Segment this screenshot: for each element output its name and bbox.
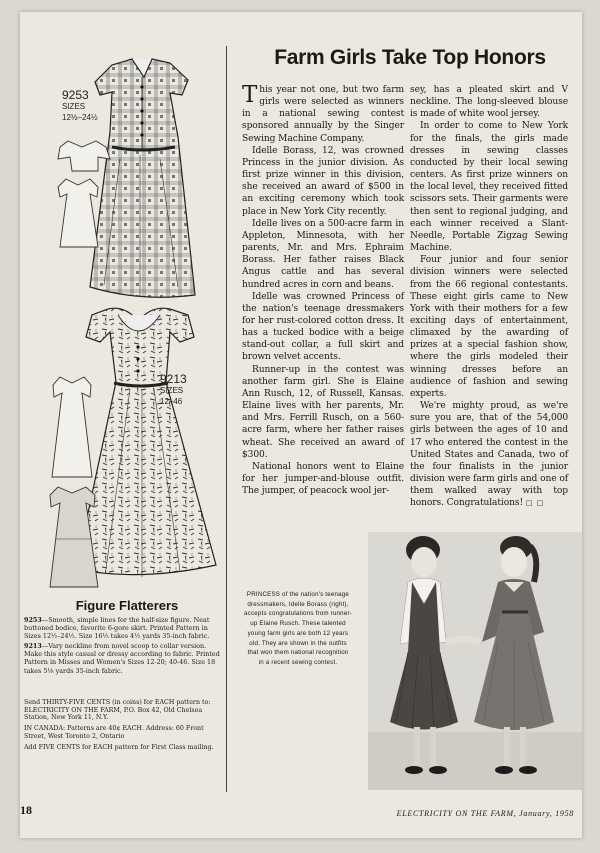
article-paragraph: Idelle lives on a 500-acre farm in Appleton, Minnesota, with her parents, Mr. and Mrs. Ephraim Borass. Her father raises Black Angus cattle and has several hundred acres in corn and beans. xyxy=(242,218,404,290)
article-paragraph: National honors went to Elaine for her jumper-and-blouse outfit. The jumper, of peacock wool jer- xyxy=(242,461,404,497)
article-paragraph: Idelle was crowned Princess of the nation's teenage dressmakers for her rust-colored cotton dress. It has a tucked bodice with a beige stand-out collar, a full skirt and brown velvet accents. xyxy=(242,291,404,363)
dress-9253-illustration xyxy=(90,59,195,297)
article-paragraph: Four junior and four senior division winners were selected from the 66 regional contestants. These eight girls came to New York with their mothers for a few exciting days of entertainment, climaxed by the awarding of prizes at a special fashion show, where the girls modeled their winning dresses before an audience of fashion and sewing experts. xyxy=(410,255,568,399)
article-paragraph: Runner-up in the contest was another farm girl. She is Elaine Ann Rusch, 12, of Russell, Kansas. Elaine lives with her parents, Mr. and Mrs. Ferrill Rusch, on a 560-acre farm, where her father raises wheat. She received an award of $300. xyxy=(242,364,404,460)
article-paragraph-text: his year not one, but two farm girls were selected as winners in a national sewing contest sponsored annually by the Singer Sewing Machine Company. xyxy=(242,85,404,144)
article-paragraph xyxy=(410,400,568,509)
end-mark: □ □ xyxy=(525,499,545,508)
article-headline: Farm Girls Take Top Honors xyxy=(274,46,546,69)
order-first-class-note: Add FIVE CENTS for EACH pattern for First Class mailing. xyxy=(24,743,214,751)
order-instructions xyxy=(24,699,224,754)
order-send-address: Send THIRTY-FIVE CENTS (in coins) for EACH pattern to: ELECTRICITY ON THE FARM, P.O. Box 42, Old Chelsea Station, New York 11, N.Y. xyxy=(24,699,211,722)
magazine-page xyxy=(20,12,582,838)
pattern-9213-sizes-label: SIZES xyxy=(160,386,184,395)
pattern-illustrations xyxy=(20,47,225,592)
publication-credit: ELECTRICITY ON THE FARM, January, 1958 xyxy=(396,809,574,818)
pattern-9253-desc-number: 9253 xyxy=(24,616,42,624)
photo-caption: PRINCESS of the nation's teenage dressmakers, Idelle Borass (right), accepts congratulations from runner-up Elaine Rusch. These talented young farm girls are both 12 years old. They are shown in the outfits that won them national recognition in a recent sewing contest. xyxy=(244,591,352,666)
pattern-9213-label xyxy=(160,374,187,407)
pattern-9213-sizes: 12–46 xyxy=(160,397,183,406)
pattern-9253-desc-text: —Smooth, simple lines for the half-size figure. Neat buttoned bodice, favorite 6-gore skirt. Printed Pattern in Sizes 12½–24½. Size 16½ takes 4½ yards 35-inch fabric. xyxy=(24,616,210,641)
pattern-9213-desc-text: —Vary neckline from novel scoop to collar version. Make this style casual or dressy according to fabric. Printed Pattern in Misses and Women's Sizes 12-20; 40-46. Size 18 takes 5⅛ yards 35-inch fabric. xyxy=(24,642,220,675)
pattern-9213-desc-number: 9213 xyxy=(24,642,42,651)
dress-9213-illustration xyxy=(76,308,216,577)
pattern-9253-number: 9253 xyxy=(62,88,89,102)
article-paragraph: sey, has a pleated skirt and V neckline. The long-sleeved blouse is made of white wool jersey. xyxy=(410,85,568,120)
article-column-2 xyxy=(410,84,568,509)
article-paragraph: Idelle Borass, 12, was crowned Princess in the junior division. As first prize winner in this division, she received an award of $500 in an exciting ceremony which took place in New York City recently. xyxy=(242,145,404,217)
pattern-9213-description xyxy=(24,642,224,674)
article-column-1 xyxy=(242,84,404,497)
article-paragraph xyxy=(242,84,404,145)
pattern-9253-description xyxy=(24,616,224,640)
figure-flatterers-title: Figure Flatterers xyxy=(75,598,179,613)
drop-cap: T xyxy=(242,82,258,108)
pattern-9253-sizes: 12½–24½ xyxy=(62,113,98,122)
pattern-9253-label xyxy=(62,90,98,123)
article-paragraph-text: We're mighty proud, as we're sure you are, that of the 54,000 girls between the ages of 10 and 17 who entered the contest in the United States and Canada, two of the four finalists in the junior division were farm girls and one of them walked away with top honors. Congratulations! xyxy=(410,401,568,509)
winners-photo xyxy=(368,532,582,790)
article-paragraph: In order to come to New York for the finals, the girls made dresses in sewing classes conducted by their local sewing centers. As first prize winners on the local level, they received fitted scissors sets. Their garments were then sent to regional judging, and each winner received a Slant-Needle, Portable Zigzag Sewing Machine. xyxy=(410,121,568,254)
page-number: 18 xyxy=(20,803,32,817)
dress-9213-back-sketches xyxy=(50,377,98,587)
pattern-9213-number: 9213 xyxy=(160,372,187,386)
order-canada-address: IN CANADA: Patterns are 40¢ EACH. Address: 60 Front Street, West Toronto 2, Ontario xyxy=(24,725,204,740)
pattern-9253-sizes-label: SIZES xyxy=(62,102,86,111)
pattern-descriptions xyxy=(24,616,224,677)
column-divider xyxy=(226,46,227,792)
